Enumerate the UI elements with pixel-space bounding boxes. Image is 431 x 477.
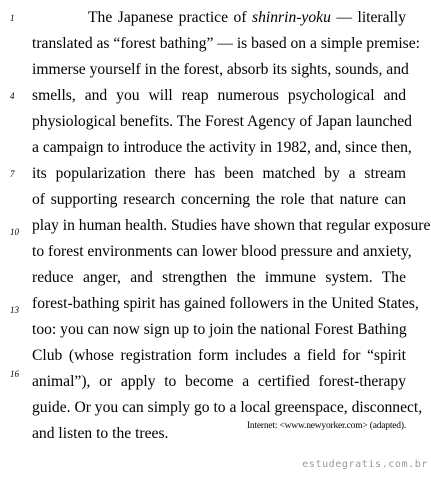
passage-line: to forest environments can lower blood pressure and anxiety,	[32, 243, 412, 260]
passage-line: immerse yourself in the forest, absorb its sights, sounds, and	[32, 61, 409, 78]
passage-line: of supporting research concerning the role that nature can	[32, 191, 406, 208]
passage-line: guide. Or you can simply go to a local greenspace, disconnect,	[32, 399, 423, 416]
passage-line	[32, 5, 406, 31]
line-number: 7	[10, 169, 15, 179]
passage-line: a campaign to introduce the activity in 1982, and, since then,	[32, 139, 412, 156]
passage-line: Club (whose registration form includes a field for “spirit	[32, 347, 406, 364]
line-number: 4	[10, 91, 15, 101]
line-text: — literally	[330, 9, 406, 26]
passage-line: and listen to the trees.	[32, 425, 169, 442]
passage-line: physiological benefits. The Forest Agency of Japan launched	[32, 113, 412, 130]
line-number: 13	[10, 305, 19, 315]
source-citation: Internet: <www.newyorker.com> (adapted).	[246, 421, 406, 431]
passage-line: forest-bathing spirit has gained followers in the United States,	[32, 295, 419, 312]
passage-line: animal”), or apply to become a certified forest-therapy	[32, 373, 406, 390]
passage-line: its popularization there has been matched by a stream	[32, 165, 406, 182]
emphasized-term: shinrin-yoku	[252, 9, 331, 26]
line-text: The Japanese practice of	[88, 9, 253, 26]
passage-line: too: you can now sign up to join the national Forest Bathing	[32, 321, 407, 338]
passage-line: smells, and you will reap numerous psychological and	[32, 87, 406, 104]
passage-line: play in human health. Studies have shown that regular exposure	[32, 217, 431, 234]
line-number: 1	[10, 13, 15, 23]
site-watermark: estudegratis.com.br	[302, 459, 428, 470]
line-number: 16	[10, 369, 19, 379]
passage-line: reduce anger, and strengthen the immune system. The	[32, 269, 406, 286]
passage-line: translated as “forest bathing” — is based on a simple premise:	[32, 35, 421, 52]
line-number: 10	[10, 227, 19, 237]
